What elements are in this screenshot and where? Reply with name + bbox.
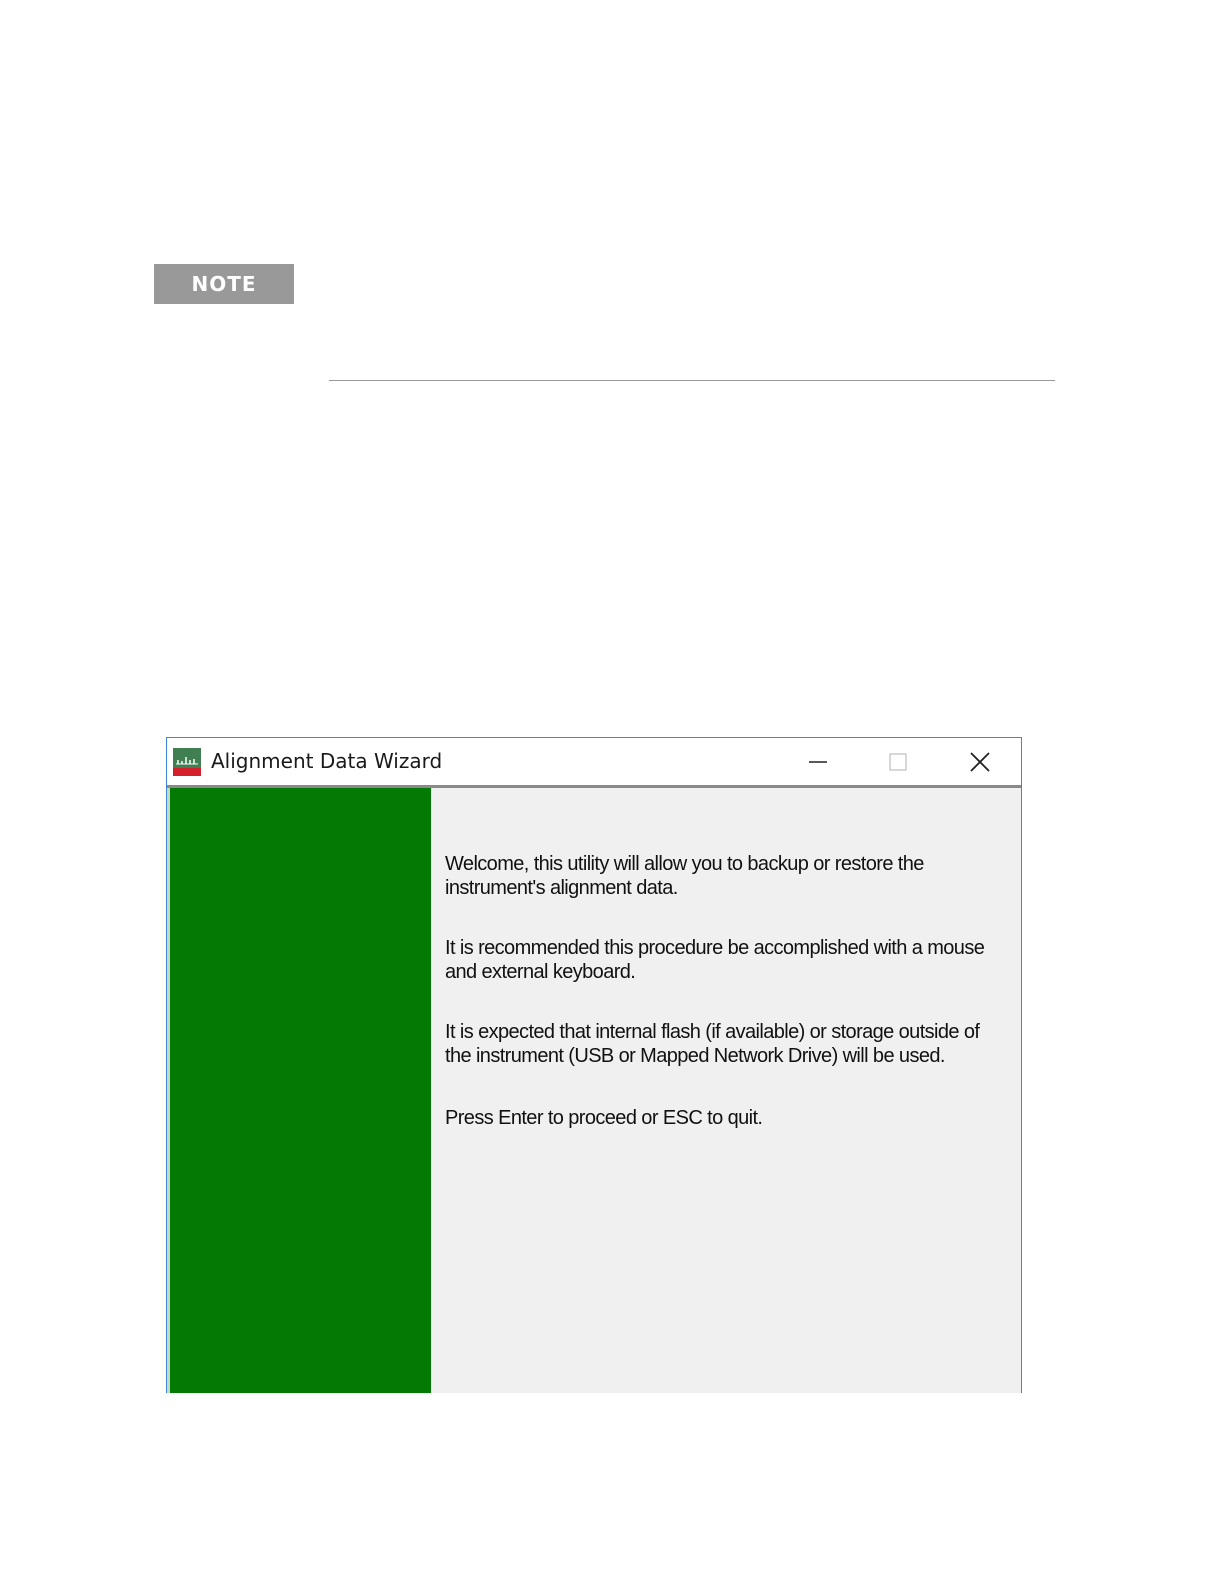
close-button[interactable] xyxy=(957,742,1003,782)
minimize-button[interactable] xyxy=(795,742,841,782)
close-icon xyxy=(969,751,991,773)
maximize-icon xyxy=(888,752,908,772)
window-title: Alignment Data Wizard xyxy=(211,749,443,773)
wizard-content-panel xyxy=(431,788,1021,1393)
alignment-wizard-window xyxy=(166,737,1022,1393)
recommendation-text: It is recommended this procedure be accomplished with a mouse and external keyboard. xyxy=(445,937,985,983)
welcome-text: Welcome, this utility will allow you to backup or restore the instrument's alignment data. xyxy=(445,853,924,899)
storage-text: It is expected that internal flash (if available) or storage outside of the instrument (USB or Mapped Network Drive) will be used. xyxy=(445,1021,980,1067)
window-titlebar[interactable] xyxy=(167,738,1021,785)
minimize-icon xyxy=(808,752,828,772)
note-badge xyxy=(154,264,294,304)
instruction-text: Press Enter to proceed or ESC to quit. xyxy=(445,1107,763,1129)
wizard-sidebar-banner xyxy=(170,788,431,1393)
maximize-button[interactable] xyxy=(875,742,921,782)
app-spectrum-icon xyxy=(173,748,201,776)
note-divider xyxy=(329,380,1055,381)
note-label: NOTE xyxy=(191,272,257,296)
